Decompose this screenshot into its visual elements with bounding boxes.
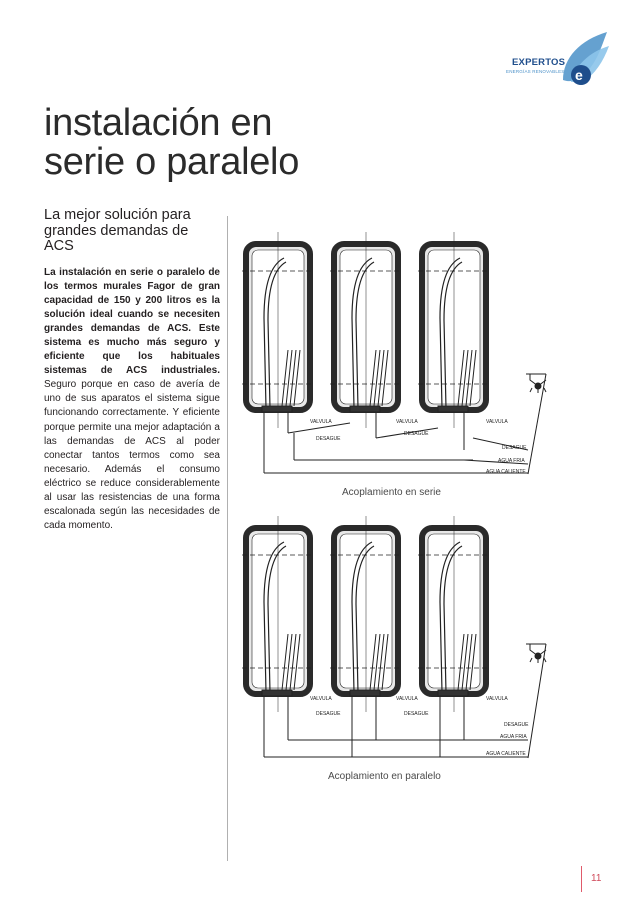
- diagram-paralelo: [228, 512, 578, 772]
- labels-paralelo: [310, 696, 529, 757]
- label-valvula-1: VALVULA: [310, 419, 332, 425]
- label-valvula-3: VALVULA: [486, 419, 508, 425]
- label-agua-caliente: AGUA CALIENTE: [486, 469, 526, 475]
- tank-6: [418, 516, 490, 712]
- diagram-serie: [228, 228, 578, 488]
- label-agua-caliente-2: AGUA CALIENTE: [486, 751, 526, 757]
- page-title: [44, 104, 344, 182]
- page-number: 11: [591, 873, 602, 884]
- title-line-1: instalación en: [44, 102, 273, 144]
- body-bold-text: La instalación en serie o paralelo de los termos murales Fagor de gran capacidad de 150 y 200 litros es la solución ideal cuando se necesiten grandes demandas de ACS. Este sistema es mucho más seguro y eficiente que los habituales sistemas de ACS industriales.: [44, 267, 220, 377]
- tank-3: [418, 232, 490, 428]
- label-desague-6: DESAGUE: [504, 722, 529, 728]
- label-valvula-2: VALVULA: [396, 419, 418, 425]
- logo-text: EXPERTOS: [512, 57, 566, 68]
- label-desague-4: DESAGUE: [316, 711, 341, 717]
- svg-text:e: e: [575, 67, 583, 83]
- subtitle-line-1: La mejor solución para: [44, 207, 191, 223]
- caption-serie: Acoplamiento en serie: [342, 487, 441, 498]
- label-agua-fria: AGUA FRIA: [498, 458, 525, 464]
- label-agua-fria-2: AGUA FRIA: [500, 734, 527, 740]
- tank-5: [330, 516, 402, 712]
- body-regular-text: Seguro porque en caso de avería de uno de sus aparatos el sistema sigue funcionando correctamente. Y eficiente porque permite una mejor adaptación a las demandas de ACS al poder conectar tantos termos como sea necesario. Además el consumo eléctrico se reduce considerablemente al usar las resistencias de una forma escalonada según las necesidades de cada momento.: [44, 379, 220, 531]
- label-valvula-6: VALVULA: [486, 696, 508, 702]
- label-desague-1: DESAGUE: [316, 436, 341, 442]
- labels-serie: [310, 419, 527, 475]
- label-valvula-4: VALVULA: [310, 696, 332, 702]
- label-desague-2: DESAGUE: [404, 431, 429, 437]
- label-valvula-5: VALVULA: [396, 696, 418, 702]
- caption-paralelo: Acoplamiento en paralelo: [328, 771, 441, 782]
- logo-subtext: ENERGÍAS RENOVABLES: [506, 69, 565, 74]
- tank-2: [330, 232, 402, 428]
- subtitle-line-2: grandes demandas de: [44, 222, 189, 239]
- body-paragraph: [44, 266, 220, 533]
- tank-1: [242, 232, 314, 428]
- label-desague-5: DESAGUE: [404, 711, 429, 717]
- page-number-divider: [581, 866, 582, 892]
- title-line-2: serie o paralelo: [44, 141, 300, 183]
- label-desague-3: DESAGUE: [502, 445, 527, 451]
- tank-4: [242, 516, 314, 712]
- section-subtitle: [44, 208, 224, 255]
- subtitle-line-3: ACS: [44, 238, 74, 254]
